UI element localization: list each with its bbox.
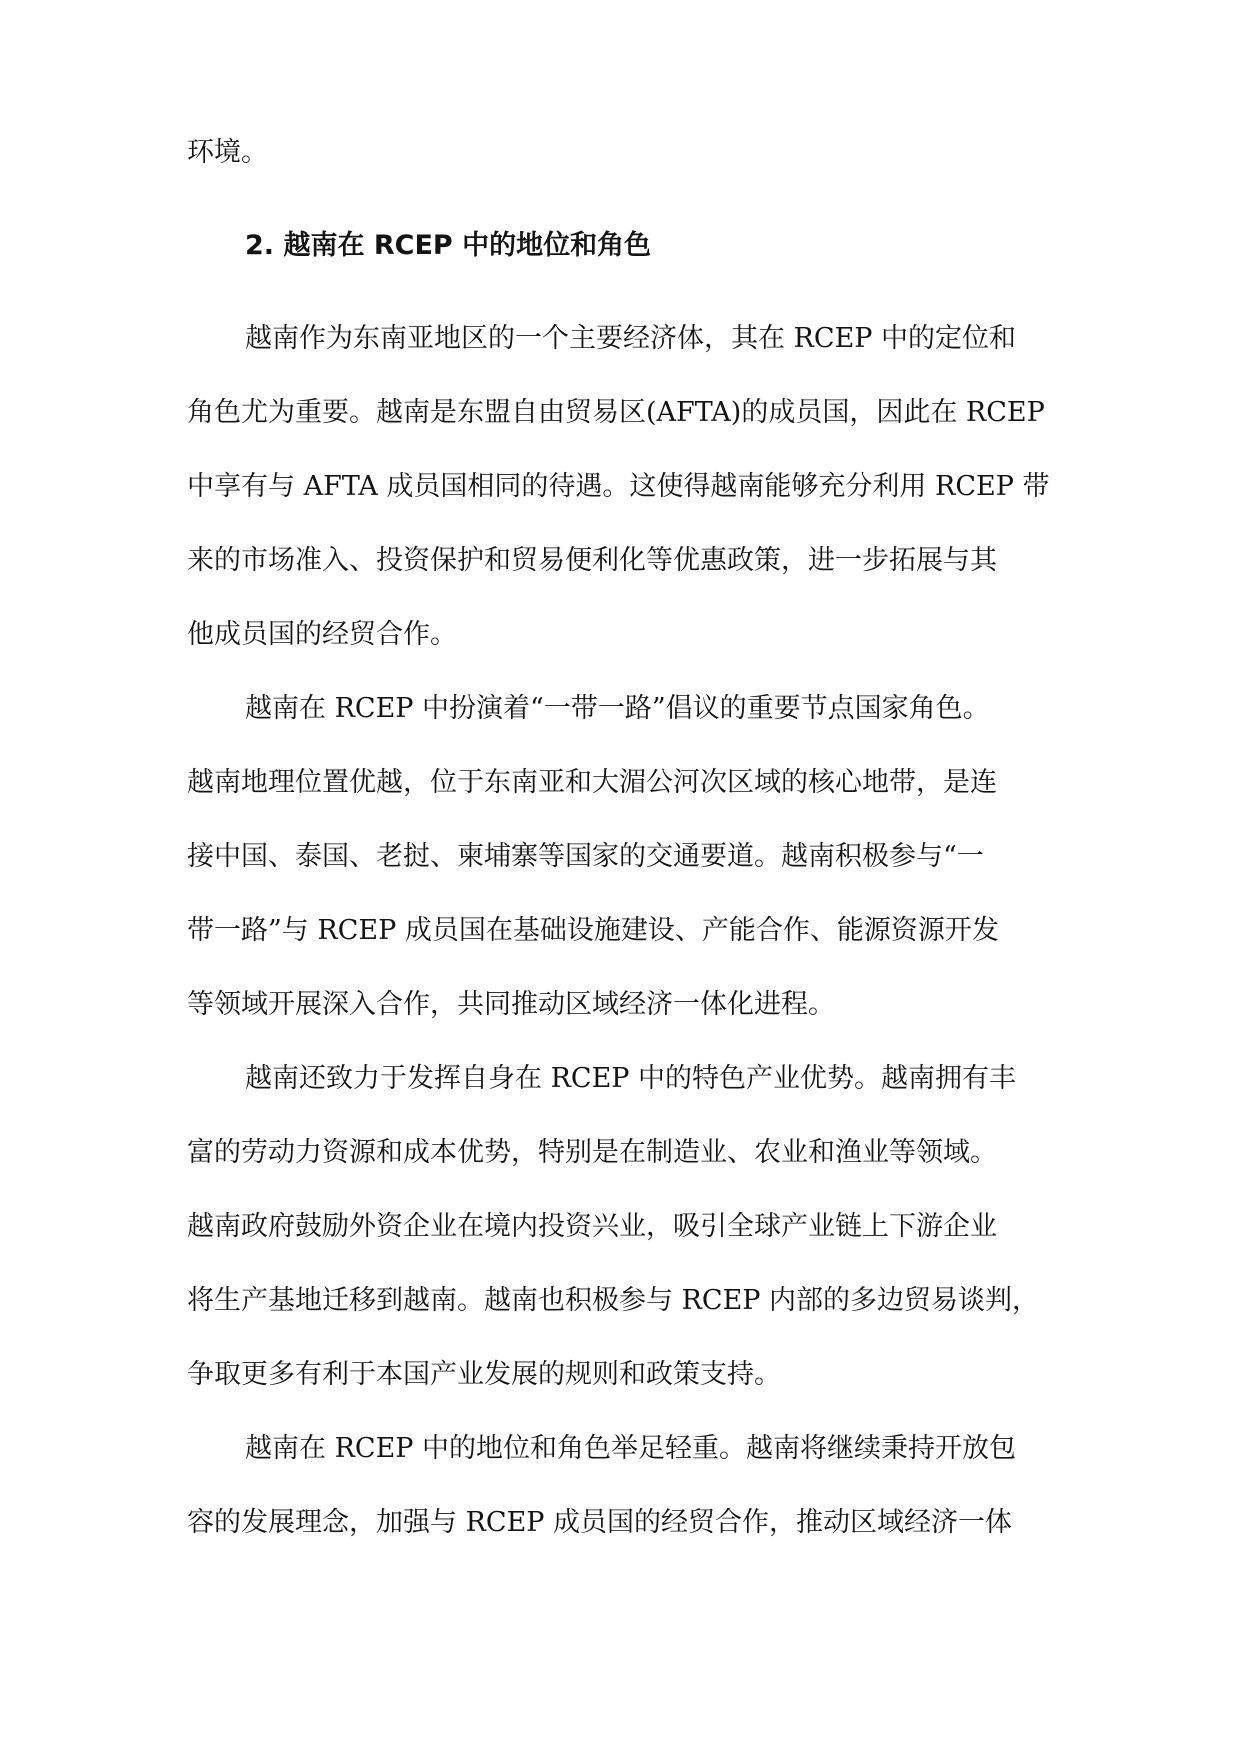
paragraph-line: 越南地理位置优越，位于东南亚和大湄公河次区域的核心地带，是连 (187, 767, 997, 798)
paragraph-line: 越南作为东南亚地区的一个主要经济体，其在 RCEP 中的定位和 (245, 323, 1017, 354)
paragraph-line: 他成员国的经贸合作。 (187, 619, 457, 650)
paragraph-line: 容的发展理念，加强与 RCEP 成员国的经贸合作，推动区域经济一体 (187, 1507, 1013, 1538)
paragraph-line: 来的市场准入、投资保护和贸易便利化等优惠政策，进一步拓展与其 (187, 545, 997, 576)
paragraph-line: 接中国、泰国、老挝、柬埔寨等国家的交通要道。越南积极参与“一 (187, 841, 984, 872)
paragraph-line: 越南还致力于发挥自身在 RCEP 中的特色产业优势。越南拥有丰 (245, 1063, 1017, 1094)
paragraph-line: 越南在 RCEP 中的地位和角色举足轻重。越南将继续秉持开放包 (245, 1433, 1017, 1464)
paragraph-line: 越南在 RCEP 中扮演着“一带一路”倡议的重要节点国家角色。 (245, 693, 990, 724)
paragraph-line: 争取更多有利于本国产业发展的规则和政策支持。 (187, 1359, 781, 1390)
paragraph-line: 等领域开展深入合作，共同推动区域经济一体化进程。 (187, 989, 835, 1020)
paragraph-line: 角色尤为重要。越南是东盟自由贸易区(AFTA)的成员国，因此在 RCEP (187, 397, 1045, 428)
paragraph-line: 越南政府鼓励外资企业在境内投资兴业，吸引全球产业链上下游企业 (187, 1211, 997, 1242)
section-heading: 2. 越南在 RCEP 中的地位和角色 (245, 230, 652, 261)
paragraph-line: 中享有与 AFTA 成员国相同的待遇。这使得越南能够充分利用 RCEP 带 (187, 471, 1050, 502)
paragraph-line: 富的劳动力资源和成本优势，特别是在制造业、农业和渔业等领域。 (187, 1137, 997, 1168)
paragraph-line: 环境。 (187, 137, 268, 168)
paragraph-line: 带一路”与 RCEP 成员国在基础设施建设、产能合作、能源资源开发 (187, 915, 999, 946)
paragraph-line: 将生产基地迁移到越南。越南也积极参与 RCEP 内部的多边贸易谈判， (187, 1285, 1040, 1316)
